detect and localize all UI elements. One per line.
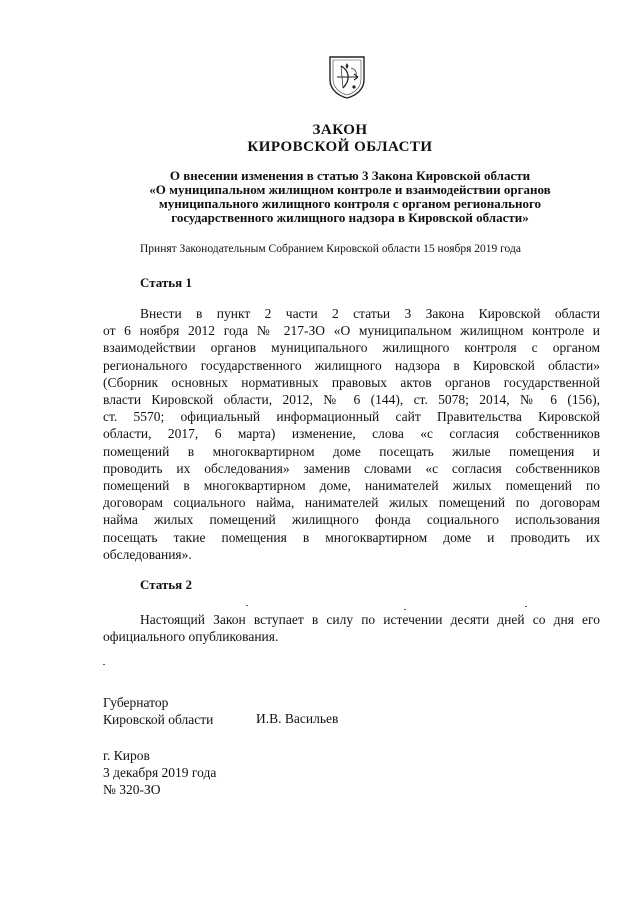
law-subject (100, 169, 600, 225)
text-line: договорам социального найма, нанимателей жилых помещений по договорам (103, 495, 600, 511)
subject-line: «О муниципальном жилищном контроле и взаимодействии органов (149, 182, 551, 197)
article-1-text (103, 305, 600, 563)
text-line: от 6 ноября 2012 года № 217-ЗО «О муниципальном жилищном контроле и (103, 323, 600, 339)
region-title: КИРОВСКОЙ ОБЛАСТИ (247, 139, 433, 155)
scan-speck (404, 609, 406, 610)
text-line: взаимодействии органов муниципального жилищного контроля с органом (103, 340, 600, 356)
scan-speck (103, 664, 105, 665)
signatory-name: И.В. Васильев (256, 711, 339, 726)
text-line: проводить их обследования» заменив словами «с согласия собственников (103, 460, 600, 476)
text-line: помещений в многоквартирном доме посещать жилые помещения и (103, 443, 600, 459)
signing-date: 3 декабря 2019 года (103, 765, 217, 780)
text-line: ст. 5570; официальный информационный сайт Правительства Кировской (103, 409, 600, 425)
subject-line: муниципального жилищного контроля с органом регионального (158, 196, 542, 211)
signatory-region: Кировской области (103, 712, 214, 727)
text-line: посещать такие помещения в многоквартирном доме и проводить их (103, 529, 600, 545)
text-line: власти Кировской области, 2012, № 6 (144), ст. 5078; 2014, № 6 (156), (103, 392, 600, 408)
subject-line: О внесении изменения в статью 3 Закона Кировской области (169, 168, 531, 183)
text-line: обследования». (103, 546, 192, 562)
text-line: официального опубликования. (103, 629, 279, 645)
signatory-position: Губернатор (103, 695, 169, 710)
scan-speck (246, 605, 248, 606)
text-line: Внести в пункт 2 части 2 статьи 3 Закона Кировской области (140, 306, 600, 321)
law-number: № 320-ЗО (103, 782, 161, 797)
article-2-heading: Статья 2 (140, 577, 192, 592)
kirov-coat-of-arms-icon (327, 54, 367, 100)
text-line: (Сборник основных нормативных правовых актов органов государственной (103, 374, 600, 390)
article-1-heading: Статья 1 (140, 275, 192, 290)
adoption-note: Принят Законодательным Собранием Кировской области 15 ноября 2019 года (140, 243, 521, 255)
text-line: найма жилых помещений жилищного фонда социального использования (103, 512, 600, 528)
subject-line: государственного жилищного надзора в Кировской области» (171, 210, 529, 225)
law-title: ЗАКОН (312, 122, 368, 138)
text-line: помещений в многоквартирном доме, нанимателей жилых помещений по (103, 478, 600, 494)
article-2-text (103, 611, 600, 645)
text-line: регионального государственного жилищного надзора в Кировской области» (103, 357, 600, 373)
text-line: Настоящий Закон вступает в силу по истечении десяти дней со дня его (140, 612, 600, 627)
text-line: области, 2017, 6 марта) изменение, слова «с согласия собственников (103, 426, 600, 442)
city: г. Киров (103, 748, 150, 763)
scan-speck (525, 606, 527, 607)
